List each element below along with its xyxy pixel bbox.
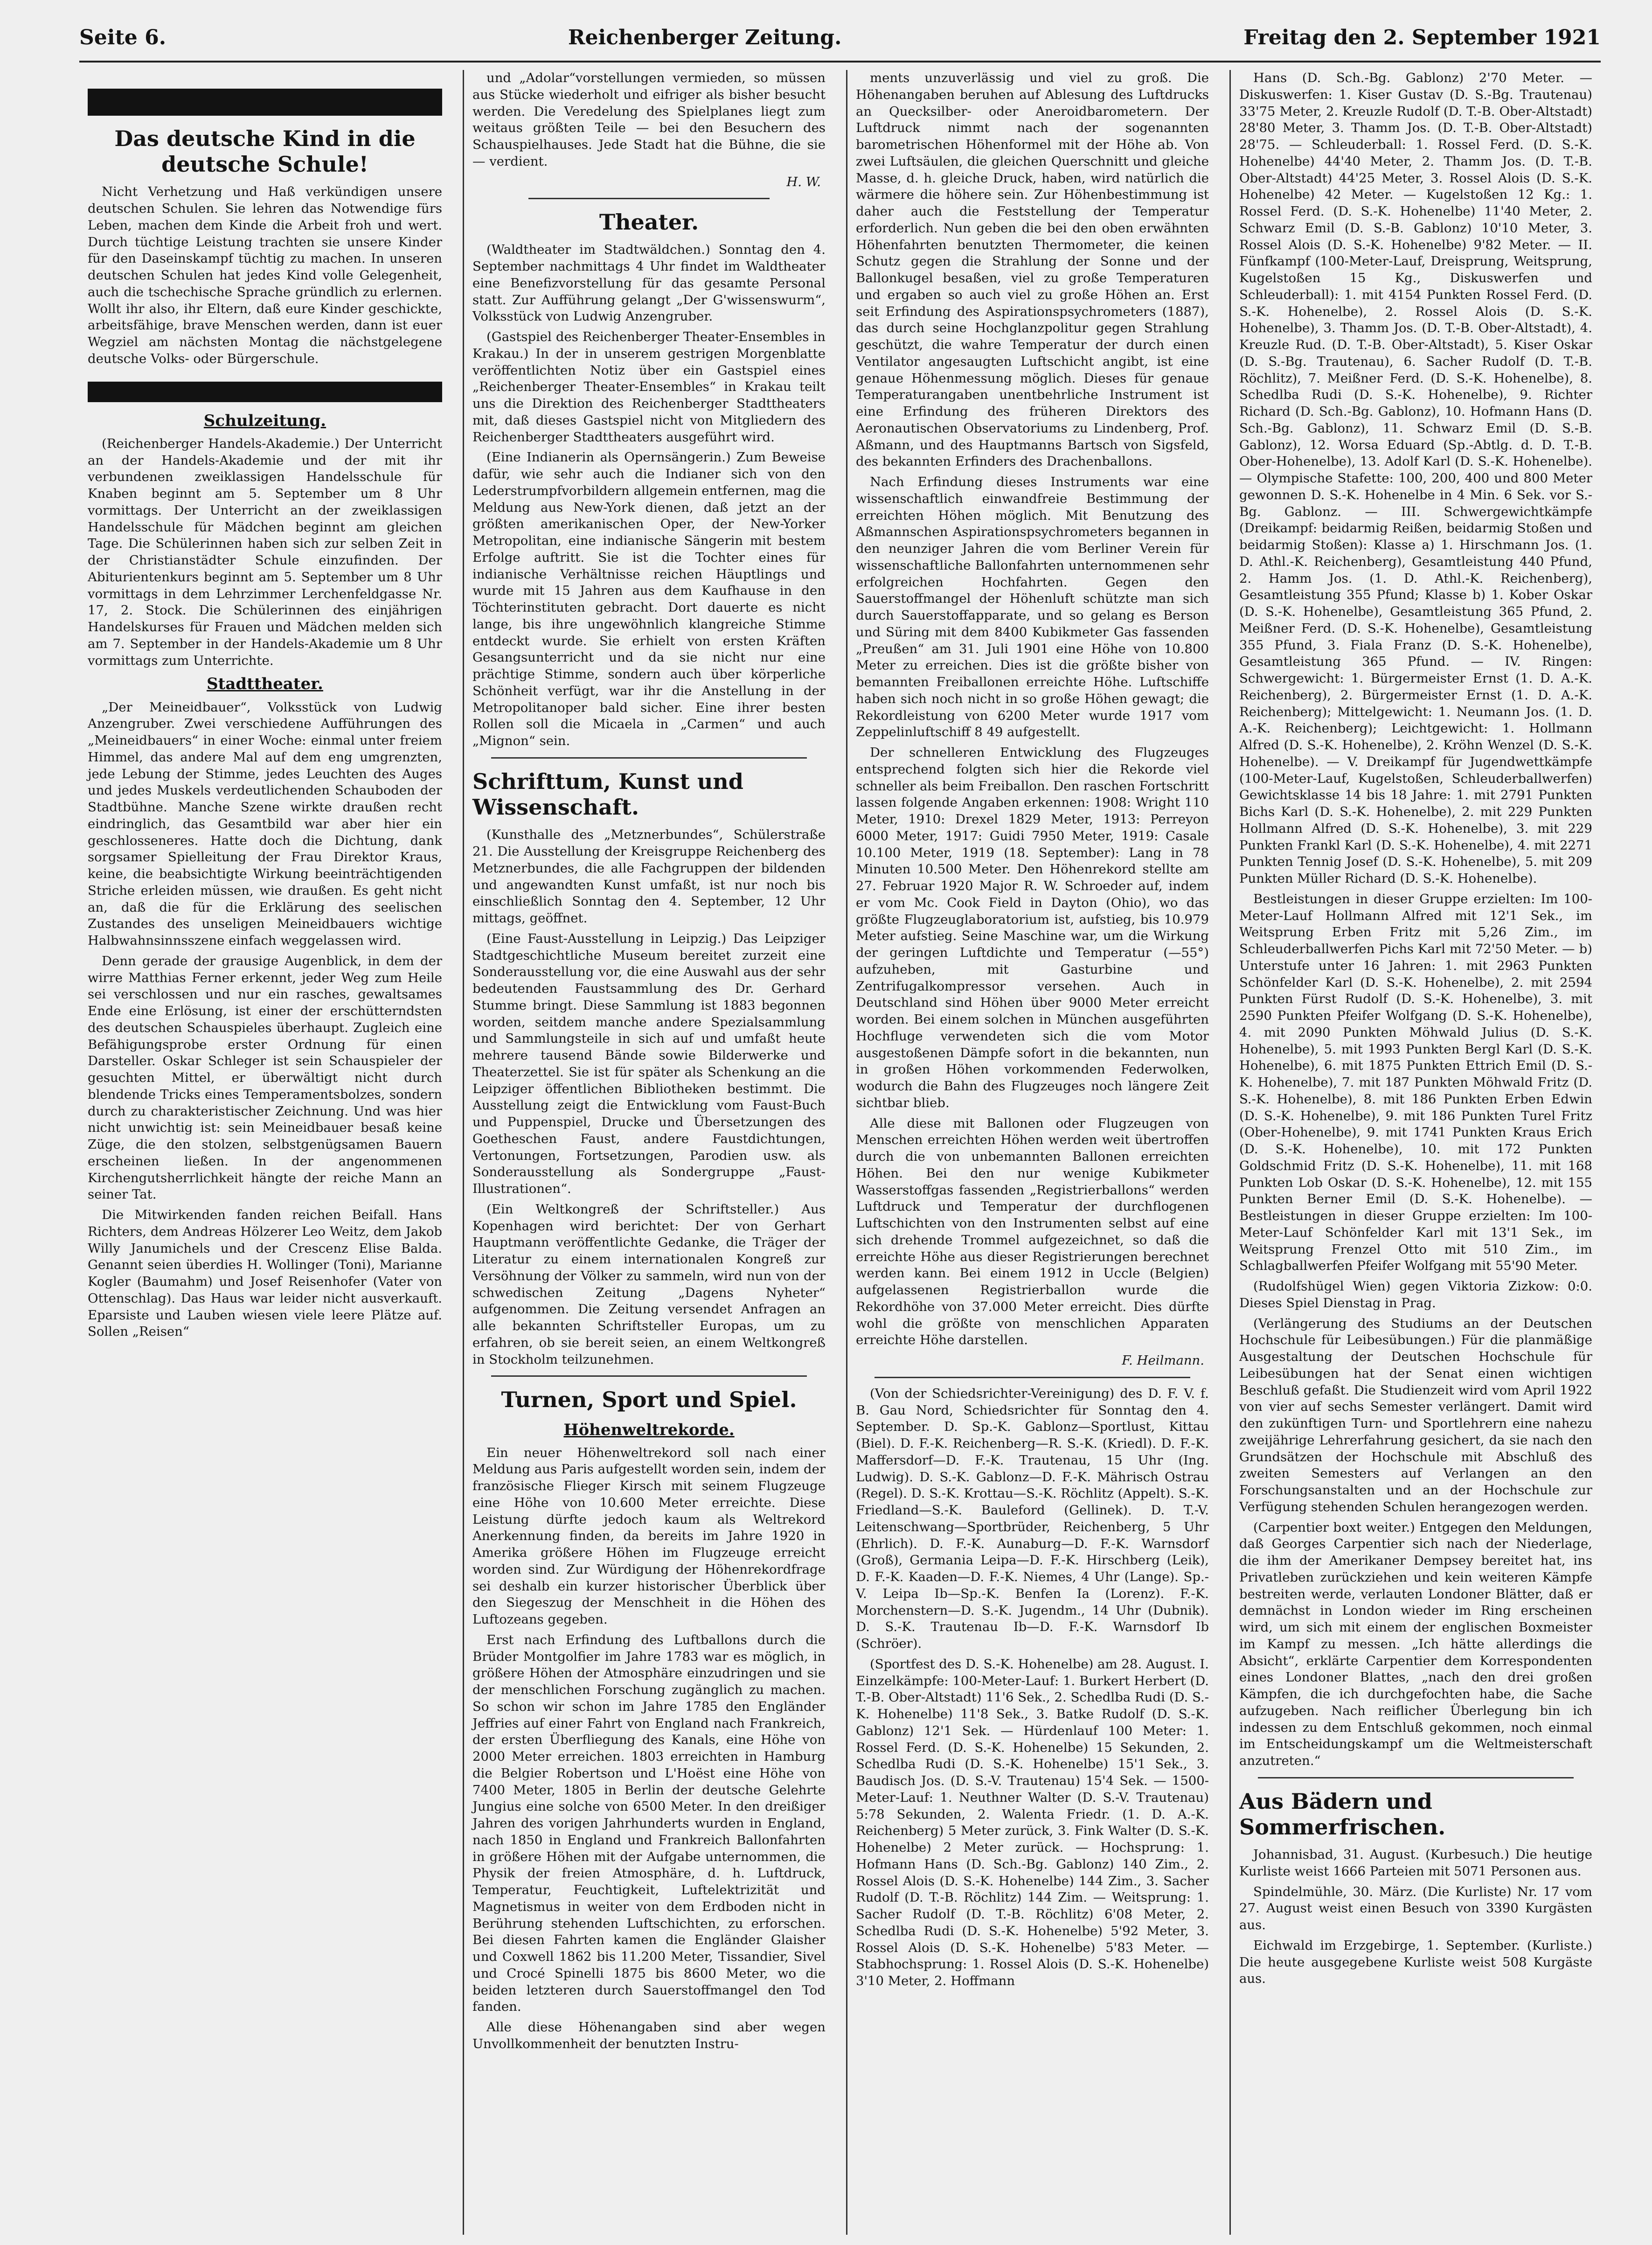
section-title-sport: Turnen, Sport und Spiel. bbox=[501, 1387, 797, 1413]
column-2 bbox=[463, 70, 834, 2235]
author-signature: H. W. bbox=[786, 174, 821, 189]
article-paragraph: (Carpentier boxt weiter.) Entgegen den Meldungen, daß Georges Carpentier sich nach der Niederlage, die ihm der Amerikaner Dempsey bereitet hat, ins Privatleben zurückziehen und kein weiteren Kämpfe bestreiten werde, verlauten Londoner Blätter, daß er demnächst in London wieder im Ring erscheinen wird, um sich mit einem der englischen Boxmeister im Kampf zu messen. „Ich hätte allerdings die Absicht“, erklärte Carpentier dem Korrespondenten eines Londoner Blattes, „nach den drei großen Kämpfen, die ich durchgefochten habe, die Sache aufzugeben. Nach reiflicher Überlegung bin ich indessen zu dem Entschluß gekommen, noch einmal im Entscheidungskampf um die Weltmeisterschaft anzutreten.“ bbox=[1239, 1520, 1592, 1768]
header-rule bbox=[79, 61, 1601, 63]
appeal-headline: Das deutsche Kind in die deutsche Schule! bbox=[114, 126, 416, 177]
section-title-stadttheater: Stadttheater. bbox=[207, 675, 323, 694]
article-paragraph: (Waldtheater im Stadtwäldchen.) Sonntag den 4. September nachmittags 4 Uhr findet im Waldtheater eine Benefizvorstellung für das gesamte Personal statt. Zur Aufführung gelangt „Der G'wissenswurm“, Volksstück von Ludwig Anzengruber. bbox=[472, 242, 826, 324]
article-paragraph: (Verlängerung des Studiums an der Deutschen Hochschule für Leibesübungen.) Für die planmäßige Ausgestaltung der Deutschen Hochschule für Leibesübungen hat der Senat einen wichtigen Beschluß gefaßt. Die Studienzeit wird vom April 1922 von vier auf sechs Semester verlängert. Damit wird den zukünftigen Turn- und Sportlehrern eine nahezu zweijährige Lehrerfahrung gesichert, da sie nach den Grundsätzen der Hochschule mit Abschluß des zweiten Semesters auf Verlangen an den Forschungsanstalten und an der Hochschule zur Verfügung stehenden Schulen herangezogen werden. bbox=[1239, 1316, 1592, 1514]
article-paragraph: Ein neuer Höhenweltrekord soll nach einer Meldung aus Paris aufgestellt worden sein, indem der französische Flieger Kirsch mit seinem Flugzeuge eine Höhe von 10.600 Meter erreichte. Diese Leistung dürfte jedoch kaum als Weltrekord Anerkennung finden, da bereits im Jahre 1920 in Amerika größere Höhen im Flugzeuge erreicht worden sind. Zur Würdigung der Höhenrekordfrage sei deshalb ein kurzer historischer Überblick über den Siegeszug der Menschheit in die Höhen des Luftozeans gegeben. bbox=[472, 1445, 826, 1627]
article-paragraph: Alle diese mit Ballonen oder Flugzeugen von Menschen erreichten Höhen werden weit übertroffen durch die von unbemannten Ballonen erreichten Höhen. Bei den nur wenige Kubikmeter Wasserstoffgas fassenden „Registrierballons“ werden Luftdruck und Temperatur der durchflogenen Luftschichten von den Instrumenten selbst auf eine sich drehende Trommel aufgezeichnet, so daß die erreichte Höhe aus dieser Registrierungen berechnet werden kann. Bei einem 1912 in Uccle (Belgien) aufgelassenen Registrierballon wurde die Rekordhöhe von 37.000 Meter erreicht. Dies dürfte wohl die größte von menschlichen Apparaten erreichte Höhe darstellen. bbox=[856, 1116, 1209, 1348]
article-paragraph: Eichwald im Erzgebirge, 1. September. (Kurliste.) Die heute ausgegebene Kurliste weist 508 Kurgäste aus. bbox=[1239, 1938, 1592, 1987]
article-paragraph: (Eine Faust-Ausstellung in Leipzig.) Das Leipziger Stadtgeschichtliche Museum bereitet zurzeit eine Sonderausstellung vor, die eine Auswahl aus der sehr bedeutenden Faustsammlung des Dr. Gerhard Stumme bringt. Diese Sammlung ist 1883 begonnen worden, seitdem manche andere Spezialsammlung und Sammlungsteile in sich auf und umfaßt heute mehrere tausend Bände sowie Bilderwerke und Theaterzettel. Sie ist für später als Schenkung an die Leipziger öffentlichen Bibliotheken bestimmt. Die Ausstellung zeigt die Entwicklung vom Faust-Buch und Puppenspiel, Drucke und Übersetzungen des Goetheschen Faust, andere Faustdichtungen, Vertonungen, Fortsetzungen, Parodien usw. als Sonderausstellung als Sondergruppe „Faust-Illustrationen“. bbox=[472, 931, 826, 1197]
article-paragraph: Bestleistungen in dieser Gruppe erzielten: Im 100-Meter-Lauf Hollmann Alfred mit 12'1 Sek., im Weitsprung Erben Fritz mit 5,26 Zim., im Schleuderballwerfen Pichs Karl mit 72'50 Meter. — b) Unterstufe unter 16 Jahren: 1. mit 2963 Punkten Schönfelder Karl (D. S.-K. Hohenelbe), 2. mit 2594 Punkten Fürst Rudolf (D. S.-K. Hohenelbe), 3. mit 2590 Punkten Pfeifer Wolfgang (D. S.-K. Hohenelbe), 4. mit 2090 Punkten Möhwald Julius (D. S.-K. Hohenelbe), 5. mit 1993 Punkten Bergl Karl (D. S.-K. Hohenelbe), 6. mit 1875 Punkten Ettrich Emil (D. S.-K. Hohenelbe), 7. mit 187 Punkten Möhwald Fritz (D. S.-K. Hohenelbe), 8. mit 186 Punkten Erben Edwin (D. S.-K. Hohenelbe), 9. mit 186 Punkten Turel Fritz (Ober-Hohenelbe), 9. mit 1741 Punkten Kraus Erich (D. S.-K. Hohenelbe), 10. mit 172 Punkten Goldschmid Fritz (D. S.-K. Hohenelbe), 11. mit 168 Punkten Lob Oskar (D. S.-K. Hohenelbe), 12. mit 155 Punkten Berner Emil (D. S.-K. Hohenelbe). — Bestleistungen in dieser Gruppe erzielten: Im 100-Meter-Lauf Schönfelder Karl mit 13'1 Sek., im Weitsprung Frenzel Otto mit 510 Zim., im Schlagballwerfen Pfeifer Wolfgang mit 55'90 Meter. bbox=[1239, 891, 1592, 1274]
article-paragraph: Die Mitwirkenden fanden reichen Beifall. Hans Richters, dem Andreas Hölzerer Leo Weitz, dem Jakob Willy Janumichels und der Crescenz Elise Balda. Genannt seien überdies H. Wollinger (Toni), Marianne Kogler (Baumahm) und Josef Reisenhofer (Vater von Ottenschlag). Das Haus war leider nicht ausverkauft. Eparsiste und Lauben wiesen viele leere Plätze auf. Sollen „Reisen“ bbox=[88, 1207, 442, 1339]
article-paragraph: Hans (D. Sch.-Bg. Gablonz) 2'70 Meter. — Diskuswerfen: 1. Kiser Gustav (D. S.-Bg. Trautenau) 33'75 Meter, 2. Kreuzle Rudolf (D. T.-B. Ober-Altstadt) 28'80 Meter, 3. Thamm Jos. (D. T.-B. Ober-Altstadt) 28'75. — Schleuderball: 1. Rossel Ferd. (D. S.-K. Hohenelbe) 44'40 Meter, 2. Thamm Jos. (D. T.-B. Ober-Altstadt) 44'25 Meter, 3. Rossel Alois (D. S.-K. Hohenelbe) 42 Meter. — Kugelstoßen 12 Kg.: 1. Rossel Ferd. (D. S.-K. Hohenelbe) 11'40 Meter, 2. Schwarz Emil (D. S.-B. Gablonz) 10'10 Meter, 3. Rossel Alois (D. S.-K. Hohenelbe) 9'82 Meter. — II. Fünfkampf (100-Meter-Lauf, Dreisprung, Weitsprung, Kugelstoßen 15 Kg., Diskuswerfen und Schleuderball): 1. mit 4154 Punkten Rossel Ferd. (D. S.-K. Hohenelbe), 2. Rossel Alois (D. S.-K. Hohenelbe), 3. Thamm Jos. (D. T.-B. Ober-Altstadt), 4. Kreuzle Rud. (D. T.-B. Ober-Altstadt), 5. Kiser Oskar (D. S.-Bg. Trautenau), 6. Sacher Rudolf (D. T.-B. Röchlitz), 7. Meißner Ferd. (D. S.-K. Hohenelbe), 8. Schedlba Rudi (D. S.-K. Hohenelbe), 9. Richter Richard (D. Sch.-Bg. Gablonz), 10. Hofmann Hans (D. Sch.-Bg. Gablonz), 11. Schwarz Emil (D. S.-B. Gablonz), 12. Worsa Eduard (Sp.-Abtlg. d. D. T.-B. Ober-Hohenelbe), 13. Adolf Karl (D. S.-K. Hohenelbe). — Olympische Stafette: 100, 200, 400 und 800 Meter gewonnen D. S.-K. Hohenelbe in 4 Min. 6 Sek. vor S.-Bg. Gablonz. — III. Schwergewichtkämpfe (Dreikampf: beidarmig Reißen, beidarmig Stoßen und beidarmig Stoßen): Klasse a) 1. Hirschmann Jos. (1. D. Athl.-K. Reichenberg), Gesamtleistung 440 Pfund, 2. Hamm Jos. (1. D. Athl.-K. Reichenberg), Gesamtleistung 355 Pfund; Klasse b) 1. Kober Oskar (D. S.-K. Hohenelbe), Gesamtleistung 365 Pfund, 2. Meißner Ferd. (D. S.-K. Hohenelbe), Gesamtleistung 355 Pfund, 3. Fiala Franz (D. S.-K. Hohenelbe), Gesamtleistung 365 Pfund. — IV. Ringen: Schwergewicht: 1. Bürgermeister Ernst (1. D. A.-K. Reichenberg), 2. Bürgermeister Ernst (1. D. A.-K. Reichenberg); Mittelgewicht: 1. Neumann Jos. (1. D. A.-K. Reichenberg); Leichtgewicht: 1. Hollmann Alfred (D. S.-K. Hohenelbe), 2. Kröhn Wenzel (D. S.-K. Hohenelbe). — V. Dreikampf für Jugendwettkämpfe (100-Meter-Lauf, Kugelstoßen, Schleuderballwerfen) Gewichtsklasse 14 bis 18 Jahre: 1. mit 2791 Punkten Bichs Karl (D. S.-K. Hohenelbe), 2. mit 229 Punkten Hollmann Alfred (D. S.-K. Hohenelbe), 3. mit 229 Punkten Frankl Karl (D. S.-K. Hohenelbe), 4. mit 2271 Punkten Tennig Josef (D. S.-K. Hohenelbe), 5. mit 209 Punkten Müller Richard (D. S.-K. Hohenelbe). bbox=[1239, 70, 1592, 886]
article-paragraph: Johannisbad, 31. August. (Kurbesuch.) Die heutige Kurliste weist 1666 Parteien mit 5071 Personen aus. bbox=[1239, 1847, 1592, 1879]
article-paragraph: Nach Erfindung dieses Instruments war eine wissenschaftlich einwandfreie Bestimmung der erreichten Höhen möglich. Mit Benutzung des Aßmannschen Aspirationspsychrometers begannen in den neunziger Jahren die vom Berliner Verein für wissenschaftliche Ballonfahrten unternommenen sehr erfolgreichen Hochfahrten. Gegen den Sauerstoffmangel der Höhenluft schützte man sich durch Sauerstoffapparate, und so gelang es Berson und Süring mit dem 8400 Kubikmeter Gas fassenden „Preußen“ am 31. Juli 1901 eine Höhe von 10.800 Meter zu erreichen. Dies ist die größte bisher von bemannten Freiballonen erreichte Höhe. Luftschiffe haben sich noch nicht in so große Höhen gewagt; die Rekordleistung von 6200 Meter wurde 1917 vom Zeppelinluftschiff 8 49 aufgestellt. bbox=[856, 474, 1209, 740]
article-paragraph: Spindelmühle, 30. März. (Die Kurliste) Nr. 17 vom 27. August weist einen Besuch von 3390 Kurgästen aus. bbox=[1239, 1884, 1592, 1933]
separator bbox=[1258, 1777, 1574, 1778]
article-paragraph: „Der Meineidbauer“, Volksstück von Ludwig Anzengruber. Zwei verschiedene Aufführungen des „Meineidbauers“ in einer Woche: einmal unter freiem Himmel, das andere Mal auf dem eng umgrenzten, jede Lebung der Stimme, jedes Leuchten des Auges und jedes Muskels verdeutlichenden Schauboden der Stadtbühne. Manche Szene wirkte draußen recht eindringlich, das Gesamtbild war aber hier ein geschlosseneres. Hatte doch die Dichtung, dank sorgsamer Spielleitung der Frau Direktor Kraus, keine, die beabsichtigte Wirkung beeinträchtigenden Striche erleiden müssen, wie draußen. Es geht nicht an, daß die für die Erklärung des seelischen Zustandes des unseligen Meineidbauers wichtige Halbwahnsinnsszene einfach weggelassen wird. bbox=[88, 699, 442, 948]
article-paragraph: (Kunsthalle des „Metznerbundes“, Schülerstraße 21. Die Ausstellung der Kreisgruppe Reichenberg des Metznerbundes, die alle Fachgruppen der bildenden und angewandten Kunst umfaßt, ist nur noch bis einschließlich Sonntag den 4. September, 12 Uhr mittags, geöffnet. bbox=[472, 827, 826, 926]
article-paragraph: (Rudolfshügel Wien) gegen Viktoria Zizkow: 0:0. Dieses Spiel Dienstag in Prag. bbox=[1239, 1279, 1592, 1311]
column-3 bbox=[846, 70, 1217, 2235]
section-title-baeder: Aus Bädern und Sommerfrischen. bbox=[1239, 1788, 1446, 1840]
column-4 bbox=[1229, 70, 1601, 2235]
article-paragraph: (Gastspiel des Reichenberger Theater-Ensembles in Krakau.) In der in unserem gestrigen Morgenblatte veröffentlichten Notiz über ein Gastspiel eines „Reichenberger Theater-Ensembles“ in Krakau teilt uns die Direktion des Reichenberger Stadttheaters mit, daß dieses Gastspiel nicht von Mitgliedern des Reichenberger Stadttheaters ausgeführt wird. bbox=[472, 329, 826, 445]
black-bar bbox=[88, 382, 442, 402]
article-paragraph: Erst nach Erfindung des Luftballons durch die Brüder Montgolfier im Jahre 1783 war es möglich, in größere Höhen der Atmosphäre einzudringen und sie der menschlichen Forschung zugänglich zu machen. So schon wir schon im Jahre 1785 den Engländer Jeffries auf einer Fahrt von England nach Frankreich, der ersten Überfliegung des Kanals, eine Höhe von 2000 Meter erreichen. 1803 erreichten in Hamburg die Belgier Robertson und L'Hoëst eine Höhe von 7400 Meter, 1805 in Berlin der deutsche Gelehrte Jungius eine solche von 6500 Meter. In den dreißiger Jahren des vorigen Jahrhunderts wurden in England, nach 1850 in England und Frankreich Ballonfahrten in größere Höhen mit der Aufgabe unternommen, die Physik der freien Atmosphäre, d. h. Luftdruck, Temperatur, Feuchtigkeit, Luftelektrizität und Magnetismus in weiter von dem Erdboden nicht in Berührung stehenden Luftschichten, zu erforschen. Bei diesen Fahrten kamen die Engländer Glaisher und Coxwell 1862 bis 11.200 Meter, Tissandier, Sivel und Crocé Spinelli 1875 bis 8600 Meter, wo die beiden letzteren durch Sauerstoffmangel den Tod fanden. bbox=[472, 1632, 826, 2015]
article-subtitle: Höhenweltrekorde. bbox=[563, 1420, 735, 1439]
column-1 bbox=[79, 70, 451, 2235]
article-paragraph: Alle diese Höhenangaben sind aber wegen Unvollkommenheit der benutzten Instru- bbox=[472, 2020, 826, 2051]
separator bbox=[528, 198, 770, 199]
running-head bbox=[79, 19, 1601, 56]
section-title-schulzeitung: Schulzeitung. bbox=[203, 411, 326, 430]
article-paragraph: und „Adolar“vorstellungen vermieden, so müssen aus Stücke wiederholt und eifriger als bisher besucht werden. Die Veredelung des Spielplanes liegt zum weitaus größten Teile — bei den Besuchern des Schauspielhauses. Jede Stadt hat die Bühne, die sie — verdient. bbox=[472, 70, 826, 169]
article-paragraph: (Eine Indianerin als Opernsängerin.) Zum Beweise dafür, wie sehr auch die Indianer sich von den Lederstrumpfvorbildern allgemein entfernen, mag die Meldung aus New-York dienen, daß jetzt an der größten amerikanischen Oper, der New-Yorker Metropolitan, eine indianische Sängerin mit bestem Erfolge auftritt. Sie ist die Tochter eines für indianische Verhältnisse reichen Häuptlings und wurde mit 15 Jahren aus dem Kaufhause in den Töchterinstituten gebracht. Dort dauerte es nicht lange, bis ihre ungewöhnlich klangreiche Stimme entdeckt wurde. Sie erhielt von ersten Kräften Gesangsunterricht und da sie nicht nur eine prächtige Stimme, sondern auch über körperliche Schönheit verfügt, war ihr die Anstellung in der Metropolitanoper bald sicher. Eine ihrer besten Rollen soll die Micaela in „Carmen“ und auch „Mignon“ sein. bbox=[472, 450, 826, 749]
appeal-text: Nicht Verhetzung und Haß verkündigen unsere deutschen Schulen. Sie lehren das Notwendige fürs Leben, machen dem Kinde die Arbeit froh und wert. Durch tüchtige Leistung trachten sie unsere Kinder für den Daseinskampf tüchtig zu machen. In unseren deutschen Schulen hat jedes Kind volle Gelegenheit, auch die tschechische Sprache gründlich zu erlernen. Wollt ihr also, ihr Eltern, daß eure Kinder geschickte, arbeitsfähige, brave Menschen werden, dann ist euer Wegziel am nächsten Montag die nächstgelegene deutsche Volks- oder Bürgerschule. bbox=[88, 184, 442, 366]
separator bbox=[491, 1375, 807, 1377]
black-bar bbox=[88, 89, 442, 116]
article-paragraph: ments unzuverlässig und viel zu groß. Die Höhenangaben beruhen auf Ablesung des Luftdrucks an Quecksilber- oder Aneroidbarometern. Der Luftdruck nimmt nach der sogenannten barometrischen Höhenformel mit der Höhe ab. Von zwei Luftsäulen, die gleichen Querschnitt und gleiche Masse, d. h. gleiche Druck, haben, wird natürlich die wärmere die höhere sein. Zur Höhenbestimmung ist daher auch die Feststellung der Temperatur erforderlich. Nun geben die bei den oben erwähnten Höhenfahrten benutzten Thermometer, die keinen Schutz gegen die Strahlung der Sonne und der Ballonkugel besaßen, viel zu große Temperaturen und ergaben so auch viel zu große Höhen an. Erst seit Erfindung des Aspirationspsychrometers (1887), das durch seine Hochglanzpolitur gegen Strahlung geschützt, die wahre Temperatur der durch einen Ventilator angesaugten Luftschicht angibt, ist eine genaue Höhenmessung möglich. Dieses für genaue Temperaturangaben unentbehrliche Instrument ist eine Erfindung des früheren Direktors des Aeronautischen Observatoriums zu Lindenberg, Prof. Aßmann, und des Hauptmanns Bartsch von Sigsfeld, des bekannten Erfinders des Drachenballons. bbox=[856, 70, 1209, 469]
article-paragraph: (Sportfest des D. S.-K. Hohenelbe) am 28. August. I. Einzelkämpfe: 100-Meter-Lauf: 1. Burkert Herbert (D. T.-B. Ober-Altstadt) 11'6 Sek., 2. Schedlba Rudi (D. S.-K. Hohenelbe) 11'8 Sek., 3. Batke Rudolf (D. S.-K. Gablonz) 12'1 Sek. — Hürdenlauf 100 Meter: 1. Rossel Ferd. (D. S.-K. Hohenelbe) 15 Sekunden, 2. Schedlba Rudi (D. S.-K. Hohenelbe) 15'1 Sek., 3. Baudisch Jos. (D. S.-V. Trautenau) 15'4 Sek. — 1500-Meter-Lauf: 1. Neuthner Walter (D. S.-V. Trautenau) 5:78 Sekunden, 2. Walenta Friedr. (1. D. A.-K. Reichenberg) 5 Meter zurück, 3. Fink Walter (D. S.-K. Hohenelbe) 2 Meter zurück. — Hochsprung: 1. Hofmann Hans (D. Sch.-Bg. Gablonz) 140 Zim., 2. Rossel Alois (D. S.-K. Hohenelbe) 144 Zim., 3. Sacher Rudolf (D. T.-B. Röchlitz) 144 Zim. — Weitsprung: 1. Sacher Rudolf (D. T.-B. Röchlitz) 6'08 Meter, 2. Schedlba Rudi (D. S.-K. Hohenelbe) 5'92 Meter, 3. Rossel Alois (D. S.-K. Hohenelbe) 5'83 Meter. — Stabhochsprung: 1. Rossel Alois (D. S.-K. Hohenelbe) 3'10 Meter, 2. Hoffmann bbox=[856, 1656, 1209, 1988]
page-number: Seite 6. bbox=[79, 25, 167, 49]
article-paragraph: (Von der Schiedsrichter-Vereinigung) des D. F. V. f. B. Gau Nord, Schiedsrichter für Sonntag den 4. September. D. Sp.-K. Gablonz—Sportlust, Kittau (Biel). D. F.-K. Reichenberg—R. S.-K. (Kriedl). D. F.-K. Maffersdorf—D. F.-K. Trautenau, 15 Uhr (Ing. Ludwig). D. S.-K. Gablonz—D. F.-K. Mährisch Ostrau (Regel). D. S.-K. Krottau—S.-K. Röchlitz (Appelt). S.-K. Friedland—S.-K. Bauleford (Gellinek). D. T.-V. Leitenschwang—Sportbrüder, Reichenberg, 5 Uhr (Ehrlich). D. F.-K. Aunaburg—D. F.-K. Warnsdorf (Groß), Germania Leipa—D. F.-K. Hirschberg (Leik), D. F.-K. Kaaden—D. F.-K. Niemes, 4 Uhr (Lange). Sp.-V. Leipa Ib—Sp.-K. Benfen Ia (Lorenz). F.-K. Morchenstern—D. S.-K. Jugendm., 14 Uhr (Dubnik). D. S.-K. Trautenau Ib—D. F.-K. Warnsdorf Ib (Schröer). bbox=[856, 1386, 1209, 1651]
separator bbox=[875, 1377, 1190, 1378]
article-paragraph: (Reichenberger Handels-Akademie.) Der Unterricht an der Handels-Akademie und der mit ihr verbundenen zweiklassigen Handelsschule für Knaben beginnt am 5. September um 8 Uhr vormittags. Der Unterricht an der zweiklassigen Handelsschule für Mädchen beginnt am gleichen Tage. Die Schülerinnen haben sich zur selben Zeit in der Christianstädter Schule einzufinden. Der Abiturientenkurs beginnt am 5. September um 8 Uhr vormittags in dem Lehrzimmer Lerchenfeldgasse Nr. 17, 2. Stock. Die Schülerinnen des einjährigen Handelskurses für Frauen und Mädchen melden sich am 7. September in der Handels-Akademie um 8 Uhr vormittags zum Unterrichte. bbox=[88, 436, 442, 668]
section-title-schrifttum: Schrifttum, Kunst und Wissenschaft. bbox=[472, 768, 743, 820]
section-title-theater: Theater. bbox=[599, 209, 699, 235]
columns bbox=[79, 70, 1601, 2235]
newspaper-title: Reichenberger Zeitung. bbox=[568, 25, 842, 49]
article-paragraph: Denn gerade der grausige Augenblick, in dem der wirre Matthias Ferner erkennt, jeder Weg zum Heile sei verschlossen und nur ein rasches, gewaltsames Ende eine Erlösung, ist einer der erschütterndsten des deutschen Schauspieles überhaupt. Zugleich eine Befähigungsprobe erster Ordnung für einen Darsteller. Oskar Schleger ist sein Schauspieler der gesuchten Mittel, er überwältigt nicht durch blendende Tricks eines Temperamentsbolzes, sondern durch zu charakteristischer Zeichnung. Und was hier nicht unwichtig ist: sein Meineidbauer besaß keine Züge, die den stolzen, selbstgenügsamen Bauern erscheinen ließen. In der angenommenen Kirchengutsherrlichkeit hängte der reiche Mann an seiner Tat. bbox=[88, 953, 442, 1202]
article-paragraph: Der schnelleren Entwicklung des Flugzeuges entsprechend folgten sich hier die Rekorde viel schneller als beim Freiballon. Den raschen Fortschritt lassen folgende Angaben erkennen: 1908: Wright 110 Meter, 1910: Drexel 1829 Meter, 1913: Perreyon 6000 Meter, 1917: Guidi 7950 Meter, 1919: Casale 10.100 Meter, 1919 (18. September): Lang in 78 Minuten 10.500 Meter. Den Höhenrekord stellte am 27. Februar 1920 Major R. W. Schroeder auf, indem er vom Mc. Cook Field in Dayton (Ohio), wo das größte Flugzeuglaboratorium ist, aufstieg, bis 10.979 Meter aufstieg. Seine Maschine war, um die Wirkung der geringen Luftdichte und Temperatur (—55°) aufzuheben, mit Gasturbine und Zentrifugalkompressor versehen. Auch in Deutschland sind Höhen über 9000 Meter erreicht worden. Bei einem solchen in München ausgeführten Hochfluge verwendeten sich die vom Motor ausgestoßenen Dämpfe sofort in die bekannten, nun in großen Höhen vorkommenden Federwolken, wodurch die Bahn des Flugzeuges noch längere Zeit sichtbar blieb. bbox=[856, 745, 1209, 1110]
issue-date: Freitag den 2. September 1921 bbox=[1243, 25, 1601, 49]
author-signature: F. Heilmann. bbox=[1122, 1353, 1204, 1368]
separator bbox=[491, 757, 807, 759]
article-paragraph: (Ein Weltkongreß der Schriftsteller.) Aus Kopenhagen wird berichtet: Der von Gerhart Hauptmann veröffentlichte Gedanke, die Träger der Literatur zu einem internationalen Kongreß zur Versöhnung der Völker zu sammeln, wird nun von der schwedischen Zeitung „Dagens Nyheter“ aufgenommen. Die Zeitung versendet Anfragen an alle bekannten Schriftsteller Europas, um zu erfahren, ob sie bereit seien, an einem Weltkongreß in Stockholm teilzunehmen. bbox=[472, 1201, 826, 1367]
